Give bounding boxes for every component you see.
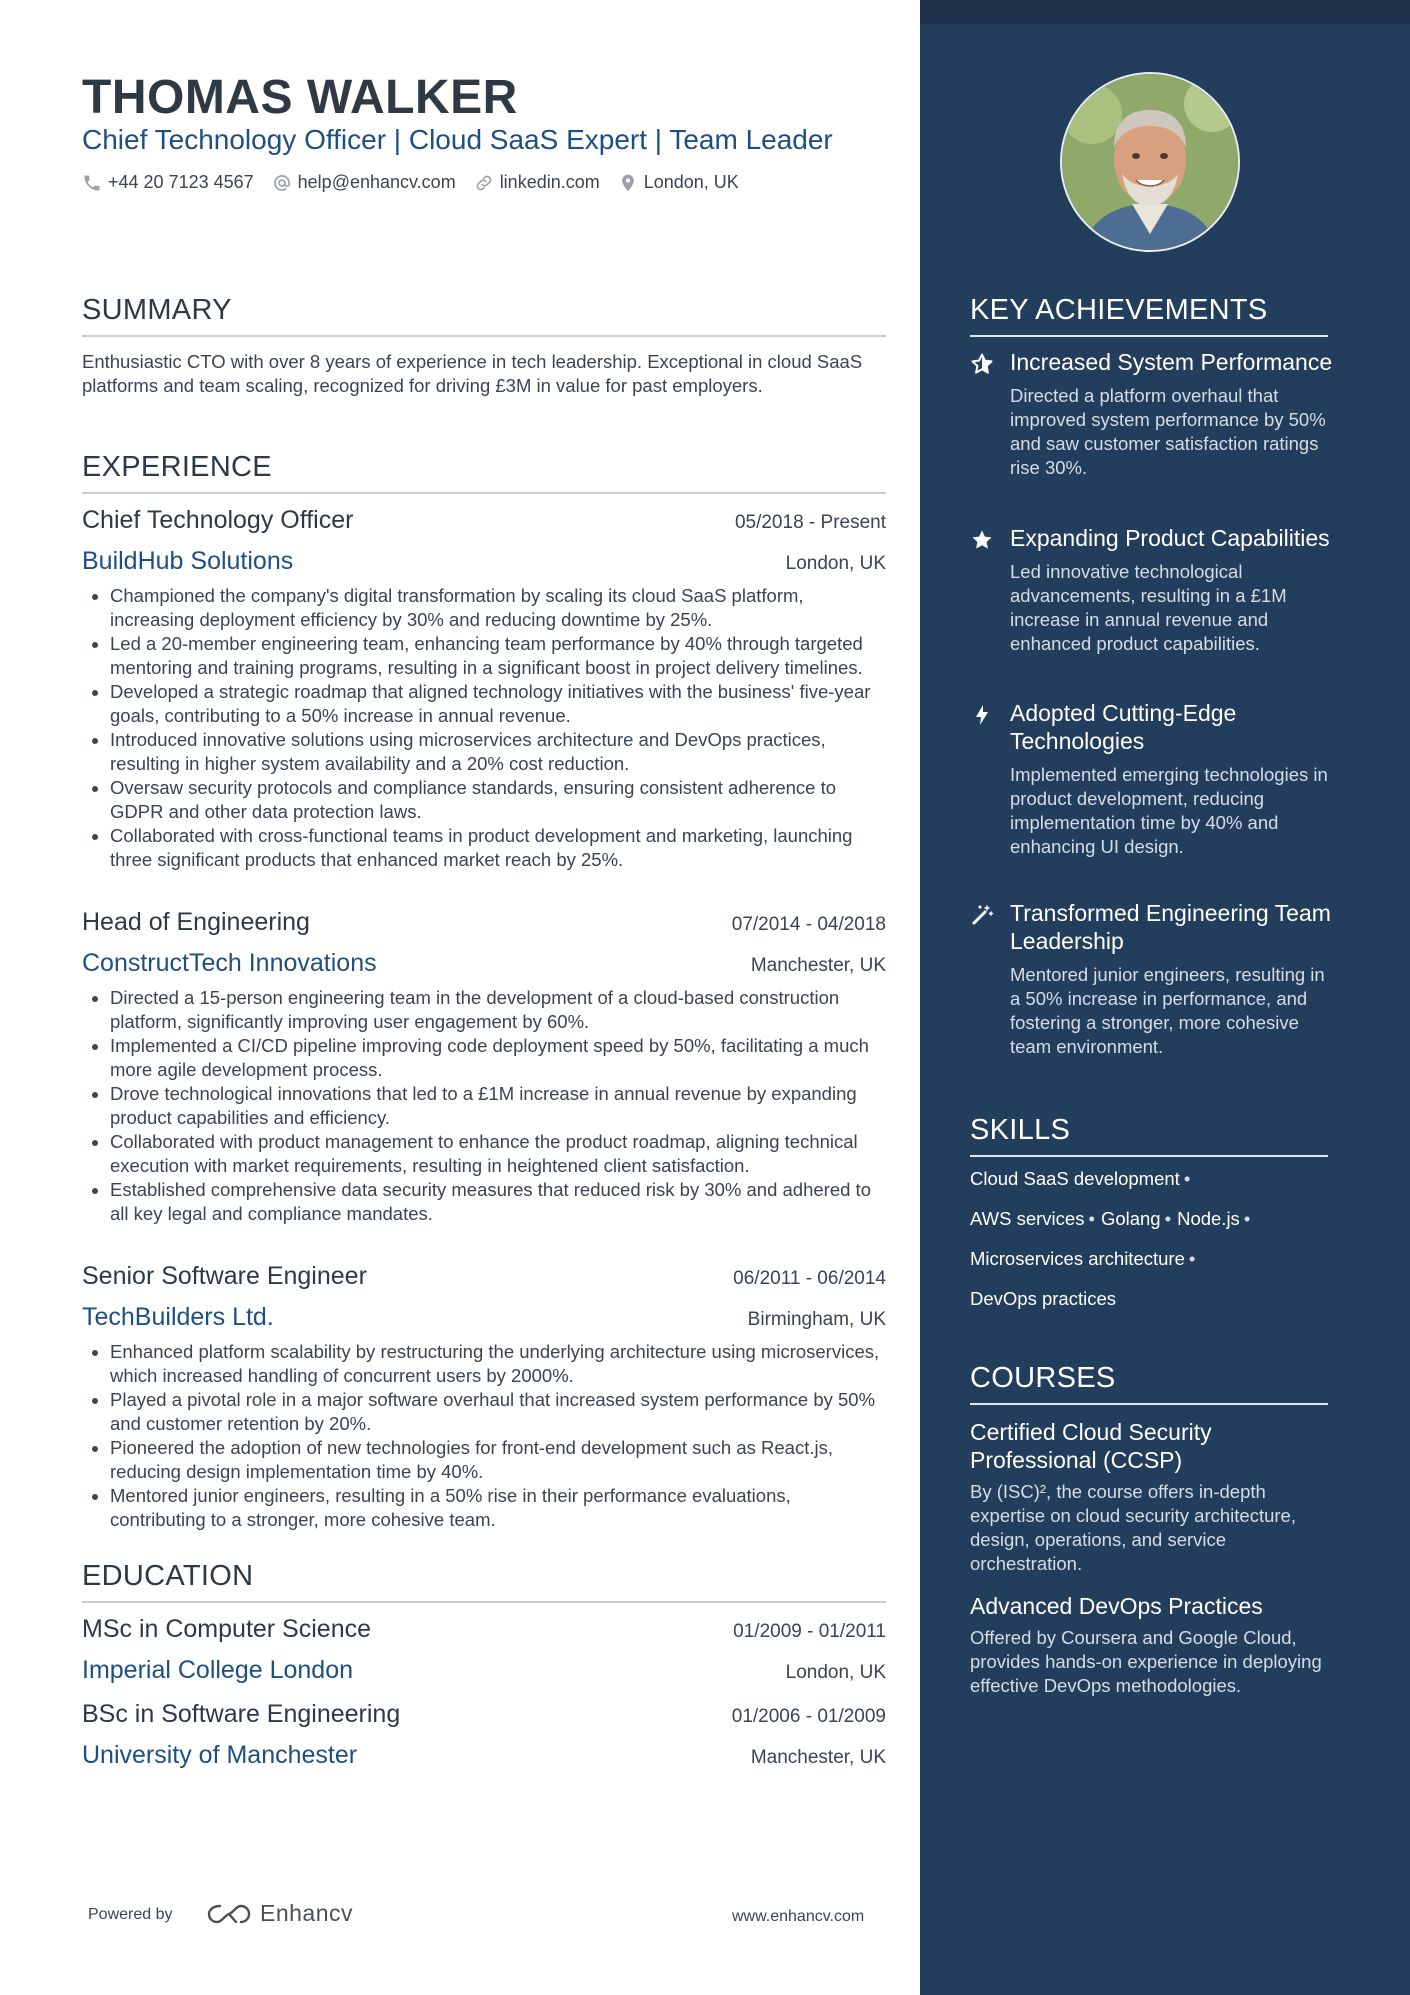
achievement-title: Adopted Cutting-Edge Technologies (1010, 700, 1237, 754)
achievement-item (970, 699, 1340, 859)
bullet-item: • Introduced innovative solutions using microservices architecture and DevOps practices, resulting in higher system availability and a 20% cost reduction. (110, 728, 886, 776)
job-dates: 07/2014 - 04/2018 (731, 914, 886, 935)
bullet-item: • Collaborated with product management to enhance the product roadmap, aligning technical execution with market requirements, resulting in heightened client satisfaction. (110, 1130, 886, 1178)
skills-row (970, 1288, 1340, 1328)
experience-heading: EXPERIENCE (82, 451, 886, 494)
job-1-company-row (82, 547, 886, 576)
email-text: help@enhancv.com (297, 172, 456, 192)
job-1-header (82, 506, 886, 535)
bullet-item: • Directed a 15-person engineering team in the development of a cloud-based construction platform, significantly improving user engagement by 60%. (110, 986, 886, 1034)
skills-heading: SKILLS (970, 1114, 1328, 1157)
contact-linkedin[interactable] (474, 172, 600, 193)
course-item (970, 1418, 1340, 1576)
magic-wand-icon (970, 903, 994, 927)
enhancv-logo-icon (206, 1901, 252, 1927)
job-1-bullets (82, 584, 886, 872)
skill-item: Node.js (1177, 1208, 1240, 1229)
achievement-desc: Mentored junior engineers, resulting in a 50% increase in performance, and fostering a stronger, more cohesive team environment. (1010, 964, 1325, 1057)
edu-school: University of Manchester (82, 1741, 358, 1769)
edu-1-school-row (82, 1656, 886, 1685)
contact-email[interactable] (272, 172, 456, 193)
summary-heading: SUMMARY (82, 294, 886, 337)
job-2-bullets (82, 986, 886, 1226)
achievement-desc: Led innovative technological advancements, resulting in a £1M increase in annual revenue and enhanced product capabilities. (1010, 561, 1287, 654)
summary-text: Enthusiastic CTO with over 8 years of experience in tech leadership. Exceptional in cloud SaaS platforms and team scaling, recognized for driving £3M in value for past employers. (82, 351, 863, 396)
contact-bar (82, 172, 757, 193)
course-desc: Offered by Coursera and Google Cloud, provides hands-on experience in deploying effective DevOps methodologies. (970, 1627, 1322, 1696)
avatar (1060, 72, 1240, 252)
bullet-item: • Developed a strategic roadmap that aligned technology initiatives with the business' five-year goals, contributing to a 50% increase in annual revenue. (110, 680, 886, 728)
edu-1-header (82, 1615, 886, 1644)
sidebar (920, 0, 1410, 1995)
job-location: Manchester, UK (750, 955, 886, 976)
job-company: BuildHub Solutions (82, 547, 294, 575)
at-icon (272, 173, 292, 193)
enhancv-brand-text: Enhancv (260, 1900, 354, 1926)
edu-dates: 01/2006 - 01/2009 (731, 1706, 886, 1727)
skills-row (970, 1208, 1340, 1248)
education-heading: EDUCATION (82, 1560, 886, 1603)
achievement-item (970, 348, 1340, 480)
contact-location (618, 172, 739, 193)
achievement-title: Transformed Engineering Team Leadership (1010, 900, 1331, 954)
skill-item: Microservices architecture (970, 1248, 1185, 1269)
edu-degree: BSc in Software Engineering (82, 1700, 401, 1728)
job-3-header (82, 1262, 886, 1291)
job-role: Head of Engineering (82, 908, 310, 936)
job-3-company-row (82, 1303, 886, 1332)
edu-2-school-row (82, 1741, 886, 1770)
powered-by-label: Powered by (88, 1906, 173, 1923)
bullet-item: • Implemented a CI/CD pipeline improving code deployment speed by 50%, facilitating a much more agile development process. (110, 1034, 886, 1082)
job-dates: 05/2018 - Present (734, 512, 886, 533)
course-title: Certified Cloud Security Professional (CCSP) (970, 1419, 1212, 1473)
edu-2-header (82, 1700, 886, 1729)
course-item (970, 1592, 1340, 1698)
location-text: London, UK (643, 172, 739, 192)
job-company: TechBuilders Ltd. (82, 1303, 274, 1331)
job-location: London, UK (785, 553, 886, 574)
star-icon (970, 528, 994, 552)
job-company: ConstructTech Innovations (82, 949, 377, 977)
achievement-title: Increased System Performance (1010, 349, 1333, 375)
achievements-heading: KEY ACHIEVEMENTS (970, 294, 1328, 337)
bullet-item: • Led a 20-member engineering team, enhancing team performance by 40% through targeted mentoring and training programs, resulting in a significant boost in project delivery timelines. (110, 632, 886, 680)
bullet-item: • Oversaw security protocols and compliance standards, ensuring consistent adherence to GDPR and other data protection laws. (110, 776, 886, 824)
skill-item: Golang (1100, 1208, 1161, 1229)
edu-degree: MSc in Computer Science (82, 1615, 372, 1643)
job-dates: 06/2011 - 06/2014 (733, 1268, 886, 1289)
candidate-title: Chief Technology Officer | Cloud SaaS Expert | Team Leader (82, 124, 833, 155)
skill-separator: • (1088, 1208, 1095, 1229)
bullet-item: • Enhanced platform scalability by restructuring the underlying architecture using microservices, which increased handling of concurrent users by 2000%. (110, 1340, 886, 1388)
phone-text: +44 20 7123 4567 (108, 172, 254, 192)
enhancv-logo[interactable] (206, 1900, 353, 1927)
bullet-item: • Championed the company's digital transformation by scaling its cloud SaaS platform, increasing deployment efficiency by 30% and reducing downtime by 25%. (110, 584, 886, 632)
skill-separator: • (1188, 1248, 1196, 1269)
sidebar-top-strip (920, 0, 1410, 24)
achievement-item (970, 524, 1340, 656)
phone-icon (82, 173, 102, 193)
skill-item: AWS services (970, 1208, 1085, 1229)
bullet-item: • Mentored junior engineers, resulting in a 50% rise in their performance evaluations, contributing to a stronger, more cohesive team. (110, 1484, 886, 1532)
courses-heading: COURSES (970, 1362, 1328, 1405)
profile-photo (1062, 74, 1238, 250)
job-location: Birmingham, UK (747, 1309, 886, 1330)
lightning-icon (970, 703, 994, 727)
job-2-company-row (82, 949, 886, 978)
bullet-item: • Established comprehensive data security measures that reduced risk by 30% and adhered to all key legal and compliance mandates. (110, 1178, 886, 1226)
course-desc: By (ISC)², the course offers in-depth expertise on cloud security architecture, design, operations, and service orchestration. (970, 1481, 1296, 1574)
skill-separator: • (1164, 1208, 1172, 1229)
course-title: Advanced DevOps Practices (970, 1593, 1263, 1619)
achievement-desc: Implemented emerging technologies in product development, reducing implementation time by 40% and enhancing UI design. (1010, 764, 1328, 857)
edu-dates: 01/2009 - 01/2011 (733, 1621, 886, 1642)
bullet-item: • Pioneered the adoption of new technologies for front-end development such as React.js, reducing design implementation time by 40%. (110, 1436, 886, 1484)
skill-separator: • (1183, 1168, 1191, 1189)
location-pin-icon (618, 173, 638, 193)
bullet-item: • Collaborated with cross-functional teams in product development and marketing, launching three significant products that enhanced market reach by 25%. (110, 824, 886, 872)
skills-row (970, 1168, 1340, 1208)
candidate-name: THOMAS WALKER (82, 71, 518, 124)
skills-row (970, 1248, 1340, 1288)
contact-phone[interactable] (82, 172, 254, 193)
edu-location: Manchester, UK (750, 1747, 886, 1768)
achievement-desc: Directed a platform overhaul that improved system performance by 50% and saw customer satisfaction ratings rise 30%. (1010, 385, 1326, 478)
linkedin-text: linkedin.com (499, 172, 600, 192)
edu-school: Imperial College London (82, 1656, 354, 1684)
star-outline-icon (970, 352, 994, 376)
footer-url[interactable]: www.enhancv.com (732, 1908, 865, 1925)
edu-location: London, UK (785, 1662, 886, 1683)
link-icon (474, 173, 494, 193)
skills-list (970, 1168, 1340, 1328)
job-3-bullets (82, 1340, 886, 1532)
skill-item: DevOps practices (970, 1288, 1116, 1309)
bullet-item: • Drove technological innovations that led to a £1M increase in annual revenue by expanding product capabilities and efficiency. (110, 1082, 886, 1130)
skill-separator: • (1243, 1208, 1251, 1229)
bullet-item: • Played a pivotal role in a major software overhaul that increased system performance by 50% and customer retention by 20%. (110, 1388, 886, 1436)
skill-item: Cloud SaaS development (970, 1168, 1180, 1189)
achievement-item (970, 899, 1340, 1059)
job-role: Chief Technology Officer (82, 506, 354, 534)
job-2-header (82, 908, 886, 937)
job-role: Senior Software Engineer (82, 1262, 367, 1290)
achievement-title: Expanding Product Capabilities (1010, 525, 1330, 551)
